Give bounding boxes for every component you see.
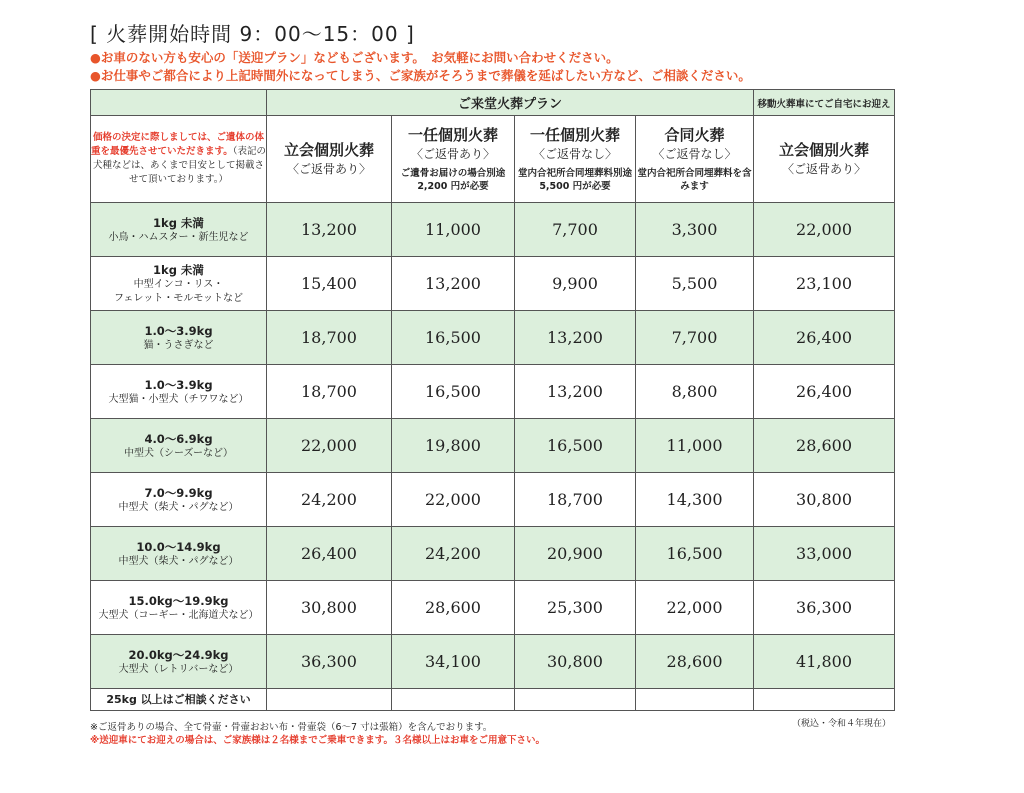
notice-line: ●お仕事やご都合により上記時間外になってしまう、ご家族がそろうまで葬儀を延ばしたい方など、ご相談ください。 (90, 68, 751, 83)
price-cell: 13,200 (515, 365, 636, 419)
column-header: 合同火葬 〈ご返骨なし〉 堂内合祀所合同埋葬料を含みます (636, 116, 754, 203)
weight-cell: 1kg 未満 小鳥・ハムスター・新生児など (91, 203, 267, 257)
weight-cell: 4.0〜6.9kg 中型犬（シーズーなど） (91, 419, 267, 473)
price-cell: 16,500 (392, 311, 515, 365)
weight-cell: 10.0〜14.9kg 中型犬（柴犬・パグなど） (91, 527, 267, 581)
column-header: 立会個別火葬 〈ご返骨あり〉 (267, 116, 392, 203)
price-cell: 14,300 (636, 473, 754, 527)
price-cell: 30,800 (515, 635, 636, 689)
price-cell: 5,500 (636, 257, 754, 311)
table-row (91, 581, 895, 635)
table-row (91, 689, 895, 711)
weight-cell: 7.0〜9.9kg 中型犬（柴犬・パグなど） (91, 473, 267, 527)
table-row (91, 419, 895, 473)
table-row (91, 365, 895, 419)
price-cell: 7,700 (636, 311, 754, 365)
column-header: 一任個別火葬 〈ご返骨あり〉 ご遺骨お届けの場合別途 2,200 円が必要 (392, 116, 515, 203)
price-cell: 13,200 (515, 311, 636, 365)
column-header: 一任個別火葬 〈ご返骨なし〉 堂内合祀所合同埋葬料別途 5,500 円が必要 (515, 116, 636, 203)
price-cell: 30,800 (267, 581, 392, 635)
price-cell: 28,600 (636, 635, 754, 689)
table-row (91, 473, 895, 527)
weight-cell: 1.0〜3.9kg 猫・うさぎなど (91, 311, 267, 365)
price-cell: 7,700 (515, 203, 636, 257)
price-cell: 8,800 (636, 365, 754, 419)
price-cell: 25,300 (515, 581, 636, 635)
price-cell: 16,500 (515, 419, 636, 473)
price-cell: 28,600 (392, 581, 515, 635)
price-cell: 16,500 (636, 527, 754, 581)
weight-cell: 1kg 未満 中型インコ・リス・ フェレット・モルモットなど (91, 257, 267, 311)
empty-cell (754, 689, 895, 711)
table-row (91, 257, 895, 311)
price-cell: 18,700 (267, 365, 392, 419)
footnote: ※ご返骨ありの場合、全て骨壷・骨壷おおい布・骨壷袋（6〜7 寸は張箱）を含んでおります。 (90, 722, 493, 733)
weight-cell: 1.0〜3.9kg 大型猫・小型犬（チワワなど） (91, 365, 267, 419)
price-cell: 26,400 (754, 365, 895, 419)
price-cell: 36,300 (754, 581, 895, 635)
price-cell: 22,000 (636, 581, 754, 635)
price-cell: 26,400 (267, 527, 392, 581)
price-cell: 41,800 (754, 635, 895, 689)
price-cell: 13,200 (267, 203, 392, 257)
price-cell: 36,300 (267, 635, 392, 689)
table-row (91, 635, 895, 689)
page-title: [ 火葬開始時間 9：00〜15：00 ] (90, 22, 415, 46)
price-cell: 24,200 (392, 527, 515, 581)
column-header: 立会個別火葬 〈ご返骨あり〉 (754, 116, 895, 203)
empty-cell (392, 689, 515, 711)
table-row (91, 527, 895, 581)
price-cell: 11,000 (636, 419, 754, 473)
price-cell: 18,700 (515, 473, 636, 527)
price-policy-note: 価格の決定に際しましては、ご遺体の体重を最優先させていただきます。（表記の犬種などは、あくまで目安として掲載させて頂いております。） (91, 116, 267, 203)
mobile-group-header: 移動火葬車にてご自宅にお迎え (754, 90, 895, 116)
price-cell: 11,000 (392, 203, 515, 257)
empty-cell (515, 689, 636, 711)
price-cell: 9,900 (515, 257, 636, 311)
weight-cell: 20.0kg〜24.9kg 大型犬（レトリバーなど） (91, 635, 267, 689)
footnote-warning: ※送迎車にてお迎えの場合は、ご家族様は２名様までご乗車できます。３名様以上はお車をご用意下さい。 (90, 735, 545, 746)
plan-group-header: ご来堂火葬プラン (267, 90, 754, 116)
price-cell: 3,300 (636, 203, 754, 257)
price-cell: 20,900 (515, 527, 636, 581)
notice-line: ●お車のない方も安心の「送迎プラン」などもございます。 お気軽にお問い合わせください。 (90, 50, 619, 65)
tax-date-note: （税込・令和４年現在） (792, 719, 892, 729)
price-cell: 13,200 (392, 257, 515, 311)
table-row (91, 203, 895, 257)
price-cell: 34,100 (392, 635, 515, 689)
price-cell: 22,000 (754, 203, 895, 257)
price-cell: 26,400 (754, 311, 895, 365)
price-cell: 18,700 (267, 311, 392, 365)
price-cell: 19,800 (392, 419, 515, 473)
price-cell: 16,500 (392, 365, 515, 419)
price-cell: 28,600 (754, 419, 895, 473)
price-cell: 22,000 (392, 473, 515, 527)
price-cell: 24,200 (267, 473, 392, 527)
empty-cell (636, 689, 754, 711)
weight-cell: 25kg 以上はご相談ください (91, 689, 267, 711)
price-cell: 33,000 (754, 527, 895, 581)
table-row (91, 311, 895, 365)
price-cell: 15,400 (267, 257, 392, 311)
price-cell: 23,100 (754, 257, 895, 311)
empty-cell (267, 689, 392, 711)
empty-corner (91, 90, 267, 116)
price-cell: 22,000 (267, 419, 392, 473)
weight-cell: 15.0kg〜19.9kg 大型犬（コーギー・北海道犬など） (91, 581, 267, 635)
price-cell: 30,800 (754, 473, 895, 527)
price-table (90, 89, 895, 711)
